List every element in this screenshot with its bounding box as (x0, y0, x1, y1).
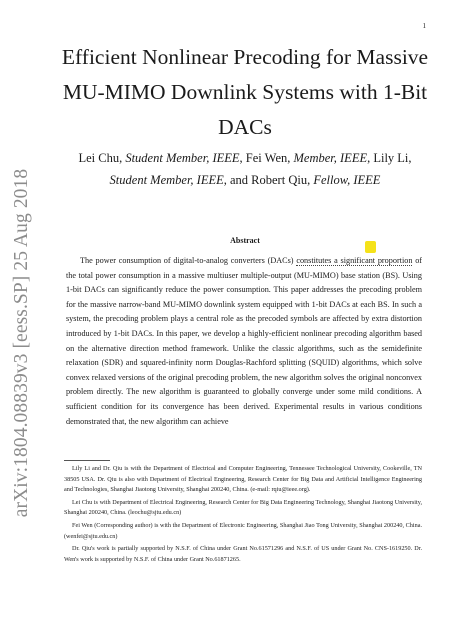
abstract-text-start: The power consumption of digital-to-analog converters (DACs) (80, 256, 297, 265)
footnote-3: Fei Wen (Corresponding author) is with the Department of Electronic Engineering, Shanghai Jiao Tong University, Shanghai 200240, China. (wenfei@sjtu.edu.cn) (64, 521, 422, 540)
abstract-heading: Abstract (230, 236, 260, 245)
author-4-role: Fellow, IEEE (313, 173, 381, 187)
author-2-role: Member, IEEE (293, 151, 368, 165)
footnote-2: Lei Chu is with Department of Electrical Engineering, Research Center for Big Data Engineering Technology, Shanghai Jiaotong University, Shanghai 200240, China. (leochu@sjtu.edu.cn) (64, 498, 422, 517)
abstract-text-rest: of the total power consumption in a massive multiuser multiple-output (MU-MIMO) base station (BS). Using 1-bit DACs can significantly reduce the power consumption. This paper addresses the precoding problem for the massive narrow-band MU-MIMO downlink system equipped with 1-bit DACs at each BS. In such a system, the precoding problem plays a central role as the precoded symbols are affected by extra distortion introduced by 1-bit DACs. In this paper, we develop a highly-efficient nonlinear precoding algorithm based on the alternative direction method framework. Unlike the classic algorithms, such as the semidefinite relaxation (SDR) and squared-infinity norm Douglas-Rachford splitting (SQUID) algorithms, which solve convex relaxed versions of the original precoding problem, the new algorithm solves the original nonconvex problem directly. The new algorithm is guaranteed to globally converge under some mild conditions. A sufficient condition for its convergence has been derived. Experimental results in various conditions demonstrated that, the new algorithm can achieve (66, 256, 423, 426)
author-1-role: Student Member, IEEE (125, 151, 240, 165)
author-3-role: Student Member, IEEE (109, 173, 224, 187)
annotation-highlight-icon[interactable] (365, 241, 376, 253)
author-2-name: , Fei Wen, (239, 151, 294, 165)
abstract-body (66, 254, 422, 429)
paper-title (60, 40, 430, 145)
footnote-divider (64, 460, 110, 461)
title-line-1: Efficient Nonlinear Precoding for Massive (61, 45, 429, 69)
abstract-marked-text[interactable]: constitutes a significant proportion (296, 256, 413, 265)
footnotes (64, 464, 422, 567)
title-line-3: DACs (218, 115, 272, 139)
author-4-name: , and Robert Qiu, (223, 173, 314, 187)
arxiv-stamp-text: arXiv:1804.08839v3 [eess.SP] 25 Aug 2018 (11, 168, 32, 518)
arxiv-stamp (10, 136, 34, 550)
footnote-4: Dr. Qiu's work is partially supported by N.S.F. of China under Grant No.61571296 and N.S.F. of US under Grant No. CNS-1619250. Dr. Wen's work is supported by N.S.F. of China under Grant No.61871265. (64, 545, 422, 563)
author-1-name: Lei Chu, (78, 151, 126, 165)
footnote-1: Lily Li and Dr. Qiu is with the Department of Electrical and Computer Engineering, Tennessee Technological University, Cookeville, TN 38505 USA. Dr. Qiu is also with Department of Electrical Engineering, Research Center for Big Data and Artificial Intelligence Engineering and Technologies, Shanghai Jiaotong University, Shanghai 200240, China. (e-mail: rqiu@ieee.org). (64, 465, 422, 494)
title-line-2: MU-MIMO Downlink Systems with 1-Bit (62, 80, 428, 104)
author-3-name: , Lily Li, (367, 151, 412, 165)
page-number: 1 (422, 22, 426, 30)
author-list (60, 147, 430, 191)
